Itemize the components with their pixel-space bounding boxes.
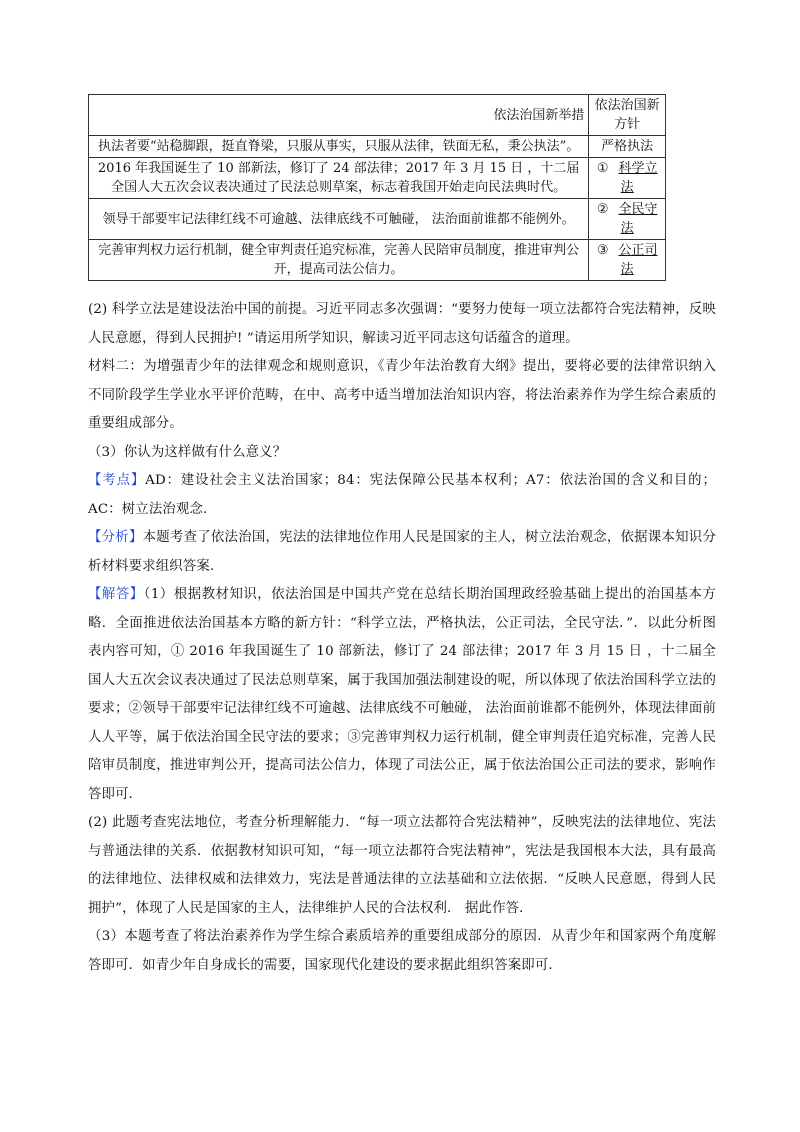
fenxi-text: 本题考查了依法治国，宪法的法律地位作用人民是国家的主人，树立法治观念，依据课本知识分析材料要求组织答案. xyxy=(88,530,716,574)
fenxi-tag: 【分析】 xyxy=(88,530,143,545)
question-2: (2) 科学立法是建设法治中国的前提。习近平同志多次强调：“要努力使每一项立法都符合宪法精神，反映人民意愿，得到人民拥护! ”请运用所学知识，解读习近平同志这句话蕴含的道理。 xyxy=(88,302,716,346)
policy-answer: 科学立法 xyxy=(618,161,658,195)
policy-cell xyxy=(589,199,666,240)
kaodian-paragraph xyxy=(88,467,716,524)
material-2: 材料二：为增强青少年的法律观念和规则意识，《青少年法治教育大纲》提出，要将必要的法律常识纳入不同阶段学生学业水平评价范畴，在中、高考中适当增加法治知识内容，将法治素养作为学生综合素质的重要组成部分。 xyxy=(88,359,716,431)
header-measures: 依法治国新举措 xyxy=(89,95,589,136)
table-row xyxy=(89,158,666,199)
jieda-part-3: （3）本题考查了将法治素养作为学生综合素质培养的重要组成部分的原因．从青少年和国家两个角度解答即可．如青少年自身成长的需要，国家现代化建设的要求据此组织答案即可． xyxy=(88,929,716,973)
measure-cell: 完善审判权力运行机制，健全审判责任追究标准，完善人民陪审员制度，推进审判公开，提高司法公信力。 xyxy=(89,240,589,281)
jieda-paragraph xyxy=(88,581,716,809)
fenxi-paragraph xyxy=(88,524,716,581)
policy-cell xyxy=(589,240,666,281)
table-header-row xyxy=(89,95,666,136)
measures-table xyxy=(88,94,666,281)
header-policy: 依法治国新方针 xyxy=(589,95,666,136)
policy-number: ② xyxy=(596,202,609,217)
kaodian-tag: 【考点】 xyxy=(88,473,146,488)
policy-cell xyxy=(589,136,666,158)
policy-cell xyxy=(589,158,666,199)
kaodian-text: AD：建设社会主义法治国家；84：宪法保障公民基本权利；A7：依法治国的含义和目的；AC：树立法治观念. xyxy=(88,473,716,517)
policy-text: 严格执法 xyxy=(601,139,654,154)
body-text xyxy=(88,296,716,980)
table-row xyxy=(89,240,666,281)
jieda-part-1: （1）根据教材知识，依法治国是中国共产党在总结长期治国理政经验基础上提出的治国基本方略．全面推进依法治国基本方略的新方针：“科学立法，严格执法，公正司法，全民守法．”．以此分析图表内容可知，① 2016 年我国诞生了 10 部新法，修订了 24 部法律；2017 年 3 月 15 日 ，十二届全国人大五次会议表决通过了民法总则草案，属于我国加强法制建设的呢，所以体现了依法治国科学立法的要求；②领导干部要牢记法律红线不可逾越、法律底线不可触碰， 法治面前谁都不能例外，体现法律面前人人平等，属于依法治国全民守法的要求；③完善审判权力运行机制，健全审判责任追究标准，完善人民陪审员制度，推进审判公开，提高司法公信力，体现了司法公正，属于依法治国公正司法的要求，影响作答即可． xyxy=(88,587,716,802)
jieda-tag: 【解答】 xyxy=(88,587,144,602)
policy-answer: 全民守法 xyxy=(618,202,658,236)
table-row xyxy=(89,136,666,158)
jieda-part-2: (2) 此题考查宪法地位，考查分析理解能力．“每一项立法都符合宪法精神”，反映宪法的法律地位、宪法与普通法律的关系．依据教材知识可知，“每一项立法都符合宪法精神”，宪法是我国根本大法，具有最高的法律地位、法律权威和法律效力，宪法是普通法律的立法基础和立法依据．“反映人民意愿，得到人民拥护”，体现了人民是国家的主人，法律维护人民的合法权利． 据此作答． xyxy=(88,815,716,916)
measure-cell: 领导干部要牢记法律红线不可逾越、法律底线不可触碰， 法治面前谁都不能例外。 xyxy=(89,199,589,240)
measure-cell: 2016 年我国诞生了 10 部新法，修订了 24 部法律；2017 年 3 月 15 日 ，十二届全国人大五次会议表决通过了民法总则草案，标志着我国开始走向民法典时代。 xyxy=(89,158,589,199)
policy-number: ① xyxy=(596,161,609,176)
policy-number: ③ xyxy=(596,243,609,258)
table-row xyxy=(89,199,666,240)
policy-answer: 公正司法 xyxy=(618,243,658,277)
question-3: （3）你认为这样做有什么意义？ xyxy=(88,444,287,460)
measure-cell: 执法者要“站稳脚跟，挺直脊梁，只服从事实，只服从法律，铁面无私，秉公执法”。 xyxy=(89,136,589,158)
